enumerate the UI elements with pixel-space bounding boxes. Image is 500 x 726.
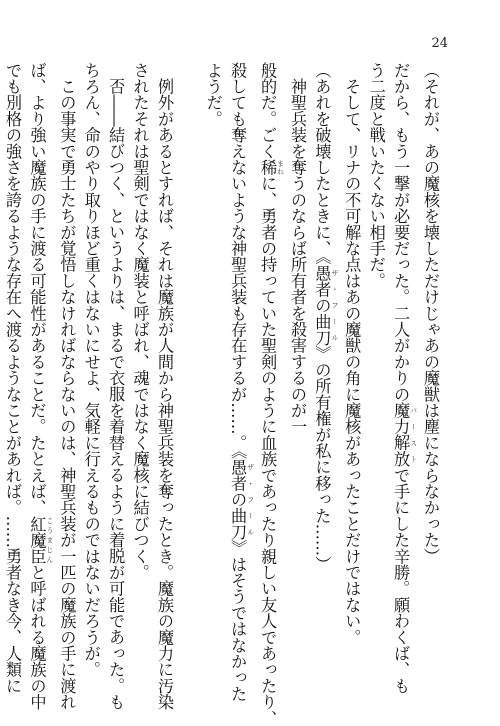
text-line-14: この事実で勇士たちが覚悟しなければならないのは、神聖兵装が一匹の魔族の手に渡れ [57, 62, 77, 710]
text-line-4: そして、リナの不可解な点はあの魔獣の角に魔核があったことだけではない。 [342, 62, 362, 646]
ruby-annotation-1: 愚者の曲刀 ザ・フール [228, 458, 255, 540]
ruby-annotation-2: 稀 まれ [258, 159, 285, 176]
ruby-reading-1: ザ・フール [246, 458, 255, 540]
ruby-annotation-0: 魔力解放 バースト [391, 402, 418, 468]
text-line-8: 殺しても奪えないような神聖兵装も存在するが……。《愚者の曲刀 ザ・フール》はそうではなかった [228, 62, 255, 702]
page-number: 24 [431, 36, 448, 51]
ruby-annotation-1: 愚者の曲刀 ザ・フール [312, 264, 339, 346]
text-line-10: 例外があるとすれば、それは魔族が人間から神聖兵装を奪ったとき。魔族の魔力に汚染 [154, 62, 174, 710]
text-line-16: でも別格の強さを誇るような存在へ渡るようなことがあれば。……勇者なき今、人類に [3, 62, 23, 694]
text-line-9: ようだ。 [203, 62, 223, 127]
text-line-12: 否――結びつく、というよりは、まるで衣服を着替えるように着脱が可能であった。も [106, 62, 126, 710]
text-line-11: されたそれは聖剣ではなく魔装と呼ばれ、魂ではなく魔核に結びつく。 [130, 62, 150, 581]
text-line-3: う二度と戦いたくない相手だ。 [366, 62, 386, 289]
text-line-15: ば、より強い魔族の手に渡る可能性があることだ。たとえば、紅魔臣 こうまじんと呼ばれる魔族の中 [27, 62, 54, 711]
blank-line [176, 62, 200, 672]
text-line-1: （それが、あの魔核を壊しただけじゃあの魔獣は塵にならなかった） [421, 62, 440, 565]
ruby-reading-1: ザ・フール [330, 264, 339, 346]
text-line-2: だから、もう一撃が必要だった。二人がかりの魔力解放 バーストで手にした辛勝。願わくば、も [391, 62, 418, 694]
ruby-annotation-3: 紅魔臣 こうまじん [27, 515, 54, 565]
vertical-body-text [0, 62, 442, 726]
text-line-13: ちろん、命のやり取りほど重くはないにせよ、気軽に行えるものではないだろうが。 [81, 62, 101, 678]
text-line-7: 般的だ。ごく稀 まれに、勇者の持っていた聖剣のように血族であったり親しい友人であったり、 [258, 62, 285, 726]
ruby-reading-3: こうまじん [45, 515, 54, 565]
ruby-reading-0: バースト [409, 402, 418, 467]
ruby-reading-2: まれ [276, 159, 285, 176]
text-line-6: 神聖兵装を奪うのならば所有者を殺害するのが一 [287, 62, 307, 435]
text-line-5: （あれを破壊したときに、《愚者の曲刀 ザ・フール》の所有権が私に移った……） [312, 62, 339, 573]
